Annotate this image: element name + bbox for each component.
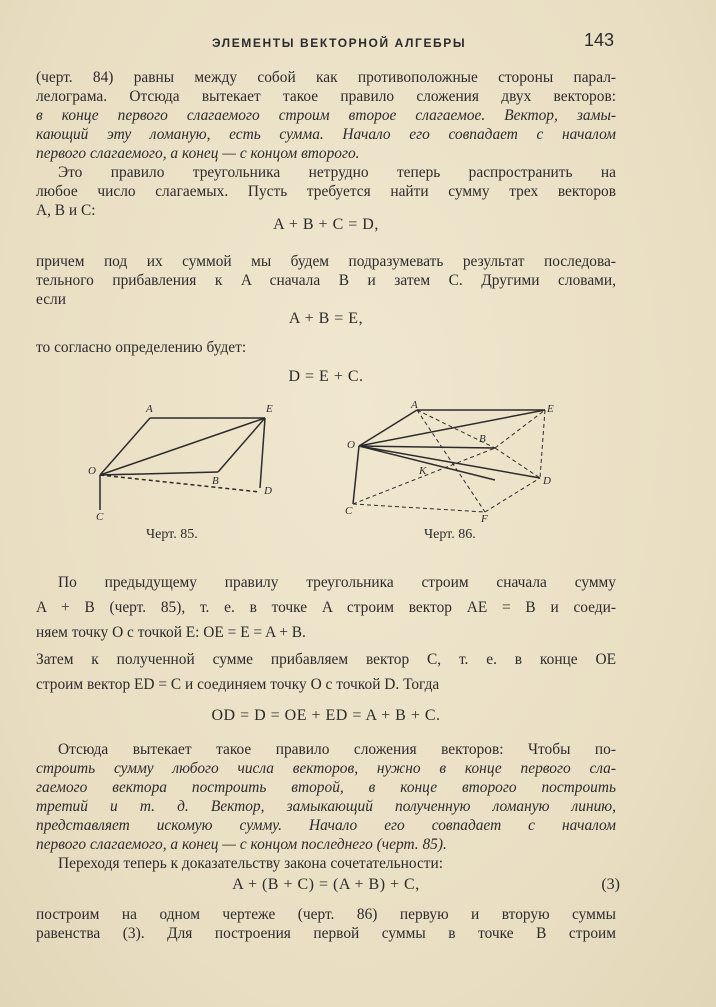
text-line: тельного прибавления к A сначала B и затем C. Другими словами, — [36, 272, 616, 289]
label-e: E — [266, 403, 273, 415]
label-c: C — [345, 505, 353, 517]
text-line: кающий эту ломаную, есть сумма. Начало его совпадает с началом — [36, 126, 616, 143]
label-o: O — [347, 439, 355, 451]
vector-od — [359, 446, 540, 478]
text-line: A, B и C: — [36, 202, 96, 219]
text-line: третий и т. д. Вектор, замыкающий полученную ломаную линию, — [36, 798, 616, 815]
paragraph-9 — [36, 905, 616, 943]
label-c: C — [96, 511, 104, 523]
text-line: то согласно определению будет: — [36, 339, 247, 356]
equation-number: (3) — [601, 876, 620, 893]
label-b: B — [212, 475, 219, 487]
vector-ed — [260, 418, 265, 488]
formula-associative: A + (B + C) = (A + B) + C, — [232, 876, 420, 893]
vector-ob — [359, 446, 495, 448]
text-line: Отсюда вытекает такое правило сложения векторов: Чтобы по- — [58, 741, 616, 758]
caption-fig-85: Черт. 85. — [146, 527, 198, 542]
figure-85 — [80, 400, 310, 523]
running-title: ЭЛЕМЕНТЫ ВЕКТОРНОЙ АЛГЕБРЫ — [212, 36, 467, 50]
label-k: K — [419, 465, 427, 477]
text-line: причем под их суммой мы будем подразумевать результат последова- — [36, 253, 616, 270]
text-line: первого слагаемого, а конец — с концом второго. — [36, 145, 360, 162]
text-line: A + B (черт. 85), т. е. в точке A строим вектор AE = B и соеди- — [36, 599, 616, 616]
paragraph-6 — [36, 647, 616, 697]
text-line: Затем к полученной сумме прибавляем вектор C, т. е. в конце OE — [36, 651, 616, 668]
paragraph-8 — [36, 854, 616, 873]
text-line: (черт. 84) равны между собой как противоположные стороны парал- — [36, 69, 616, 86]
paragraph-4 — [36, 338, 616, 357]
page-number: 143 — [583, 30, 614, 50]
text-line: гаемого вектора построить второй, в конце второго построить — [36, 779, 616, 796]
text-line: няем точку O с точкой E: OE = E = A + B. — [36, 624, 306, 641]
paragraph-3 — [36, 252, 616, 309]
paragraph-2 — [36, 163, 616, 220]
label-f: F — [481, 513, 488, 525]
text-line: строим вектор ED = C и соединяем точку O с точкой D. Тогда — [36, 676, 440, 693]
text-line: Переходя теперь к доказательству закона сочетательности: — [58, 855, 444, 872]
formula-a-plus-b: A + B = E, — [288, 310, 364, 327]
paragraph-7 — [36, 740, 616, 854]
text-line: равенства (3). Для построения первой суммы в точке B строим — [36, 925, 616, 942]
vector-ob — [100, 472, 218, 475]
formula-d-equals: D = E + C. — [288, 368, 364, 385]
text-line: построим на одном чертеже (черт. 86) первую и вторую суммы — [36, 906, 616, 923]
vector-od — [100, 475, 260, 492]
paragraph-1 — [36, 68, 616, 163]
label-o: O — [88, 465, 96, 477]
dashed-cf — [353, 504, 485, 512]
dashed-af — [417, 410, 485, 512]
text-line: первого слагаемого, а конец — с концом последнего (черт. 85). — [36, 836, 447, 853]
vector-oc — [353, 446, 359, 504]
formula-sum-abc: A + B + C = D, — [273, 216, 379, 233]
text-line: строить сумму любого числа векторов, нужно в конце первого сла- — [36, 760, 616, 777]
text-line: представляет искомую сумму. Начало его совпадает с началом — [36, 817, 616, 834]
text-line: в конце первого слагаемого строим второе слагаемое. Вектор, замы- — [36, 107, 616, 124]
label-a: A — [146, 403, 153, 415]
figure-86 — [345, 399, 565, 525]
dashed-ed — [540, 410, 545, 478]
dashed-fd — [485, 478, 540, 512]
text-line: Это правило треугольника нетрудно теперь распространить на — [58, 164, 616, 181]
dashed-be — [495, 410, 545, 448]
label-b: B — [479, 433, 486, 445]
label-e: E — [547, 403, 554, 415]
text-line: лелограма. Отсюда вытекает такое правило сложения двух векторов: — [36, 88, 616, 105]
text-line: любое число слагаемых. Пусть требуется найти сумму трех векторов — [36, 183, 616, 200]
text-line: По предыдущему правилу треугольника строим сначала сумму — [58, 574, 616, 591]
formula-od: OD = D = OE + ED = A + B + C. — [211, 707, 441, 724]
label-a: A — [411, 399, 418, 411]
caption-fig-86: Черт. 86. — [424, 527, 476, 542]
paragraph-5 — [36, 570, 616, 645]
text-line: если — [36, 291, 66, 308]
page-header — [190, 30, 650, 54]
label-d: D — [264, 485, 272, 497]
label-d: D — [543, 475, 551, 487]
